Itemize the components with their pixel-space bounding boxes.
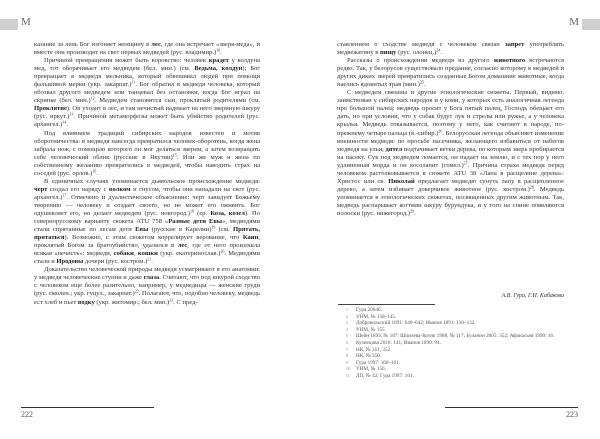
paragraph: Доказательство человеческой природы медведя усматривают в его анатомии: у медведя человеческие ступни и даже глаза. Считают, что под шкурой сходство с человеком еще более разительно, например, у медведицы — женские груди (рус. смолен.; укр. гуцул., закарпат.)$^{22}$. Полагают, что, подобно человеку, медведь ест хлеб и пьет водку (укр. житомир.; бел. мин.)$^{23}$. С пред- (34, 266, 260, 306)
footnote-ref: 15 (172, 152, 177, 158)
cross-reference-term: Проклятие (34, 105, 67, 113)
paragraph: Рассказы о происхождении медведя из другого животного встречаются редко. Так, у белорусов существовало предание, согласно которому в медведей и других диких зверей превратились созданные Богом домашние животные, когда наелись ядовитых трав $(мин.)^{25}$. (337, 57, 564, 89)
paragraph: Причиной превращения может быть воровство: человек крадет у колдуна мед, тот оборачивает его медведем (бел. мин.) (см. Ведьма, колдун); Бог превращает в медведя мельника, который обвешивал людей при помощи фальшивой мерки (укр. закарпат.)$^{11}$. Бог обратил в медведя человека, который обозвал другого медведем или танцевал без остановки, когда Бог играл на скрипке (бел. мин.)$^{12}$. Медведем становится сын, проклятый родителями (см. Проклятие). Он уходит в лес, и там нечистый надевает на него звериную шкуру (рус. иркут.)$^{13}$. Причиной метаморфозы может быть убийство родителей (рус. архангел.)$^{14}$. (34, 57, 261, 129)
footnote-number: 10 (346, 367, 350, 372)
cross-reference-term: Евы (135, 226, 149, 234)
cross-reference-term: глаза (143, 274, 160, 282)
cross-reference-term: дятел (385, 145, 403, 153)
footnote (346, 333, 566, 340)
footnote-text: ЛП, № 42; Гура 1997: 161. (356, 372, 414, 379)
footnote-text: Добровольский 1891: 640–642; Иванов 1891: 130–132. (356, 320, 476, 327)
footer-rule (445, 407, 578, 408)
footnote-number: 8 (346, 354, 348, 359)
footnote-number: 2 (346, 314, 348, 319)
section-letter: М (569, 16, 579, 28)
footnote-number: 11 (346, 373, 350, 378)
footnote-text: Кузнецова 2018: 141; Иванов 1890: 94. (356, 339, 441, 346)
footnote-text: УНМ, № 155. (356, 326, 386, 333)
footnote-ref: 26 (438, 128, 443, 134)
footnote-ref: 16 (92, 168, 97, 174)
cross-reference-term: волком (109, 185, 131, 193)
thumb-index-tab (582, 19, 600, 30)
cross-reference-term: лес (177, 242, 188, 250)
cross-reference-term: Николай (388, 177, 415, 185)
footnote-number: 5 (346, 334, 348, 339)
footnote (346, 307, 566, 314)
footnote-text: Гура 2004б. (356, 307, 382, 313)
paragraph: В единичных случаях упоминается дьявольское происхождение медведя: черт создал его наряду с волком и гнусом, чтобы они нападали на скот (рус. архангел.)$^{17}$. Отмечено и дуалистическое объяснение: черт завидует Божьему творению — человеку и создает своего, но не может его оживить. Бог одушевляет его, но делает медведем (рус. новгород.)$^{18}$ (ср. Коза, козел). По севернорусскому варианту сюжета АТU 758 «Разные дети Евы», медведями стали спрятанные по лесам дети Евы (русские в Карелии)$^{19}$ (см. Прятать, прятаться). Возможно, с этим сюжетом коррелирует верование, что Каин, проклятый Богом за братоубийство, удалился в лес, где от него произошла всякая «нечисть»: медведи, собаки, кошки (укр. екатеринослав.)$^{20}$. Медведями стали и Иродовы дочери (рус. костром.)$^{21}$. (34, 177, 261, 266)
footnote-number: 3 (346, 321, 348, 326)
footnote-number: 9 (346, 360, 348, 365)
cross-reference-term: Разные дети Евы (168, 218, 223, 226)
footnote (346, 360, 566, 367)
footnote-ref: 28 (529, 184, 534, 190)
cross-reference-term: крадет (208, 57, 229, 65)
author-signature: А.В. Гура, Г.И. Кабакова (501, 293, 564, 299)
paragraph: Под влиянием традиций сибирских народов известен и мотив оборотничества: в медведя навсегда превратился человек-оборотень, когда жена забрала нож, с помощью которого он мог делаться зверем, а затем возвращать себе человеческий облик (русские в Якутии)$^{15}$. Или же муж и жена по собственному желанию превратились в медведей, чтобы наводить страх на соседей (рус. орлов.)$^{16}$. (34, 129, 260, 177)
footnote-ref: 17 (62, 192, 67, 198)
footnote-ref: 18 (190, 208, 194, 214)
cross-reference-term: кошки (137, 250, 158, 258)
footer-rule (21, 407, 154, 408)
cross-reference-term: Каин (242, 234, 259, 242)
page-number: 222 (21, 410, 33, 419)
paragraph: ставлением о сходстве медведя с человеком связан запрет употреблять медвежатину в пищу (рус. олонец.)$^{24}$. (337, 41, 564, 57)
section-letter: М (21, 16, 31, 28)
footnote-ref: 22 (134, 288, 139, 294)
footnote-rule (338, 304, 435, 305)
cross-reference-term: лес (151, 41, 161, 48)
cross-reference-term: черт (34, 185, 48, 193)
cross-reference-term: запрет (505, 41, 525, 48)
footnote-text: УНМ, № 158–145. (356, 313, 397, 320)
footnote-text: Шейн 1893, № 187; Шпилева-Котик 1988, № 117; Буланин 2005: 352; Афанасьев 1990: 16. (356, 333, 555, 340)
footnote-ref: 24 (436, 47, 441, 53)
cross-reference-term: водку (77, 298, 95, 306)
footnote-number: 4 (346, 327, 348, 332)
footnote-number: 1 (346, 308, 348, 312)
body-text (34, 41, 260, 307)
cross-reference-term: Ведьма, колдун (194, 65, 243, 73)
footnote-ref: 19 (211, 224, 216, 230)
page-number: 223 (566, 410, 578, 419)
cross-reference-term: собаки (113, 250, 134, 258)
footnote-text: НК, № 351, 352. (356, 346, 392, 353)
footnote (346, 373, 566, 380)
footnote-number: 7 (346, 347, 348, 352)
footnote (346, 340, 566, 347)
footnote-ref: 27 (463, 160, 468, 166)
footnote-text: НК, № 350. (356, 353, 382, 360)
cross-reference-term: Прятать, прятаться (34, 226, 261, 242)
footnote (346, 320, 566, 327)
footnote-text: УНМ, № 156. (356, 366, 386, 373)
footnote (346, 347, 566, 354)
thumb-index-tab (0, 19, 18, 30)
footnote-ref: 14 (62, 119, 67, 125)
footnotes-list (346, 307, 566, 380)
footnote (346, 353, 566, 360)
body-text (337, 41, 564, 218)
right-page (300, 0, 600, 439)
cross-reference-term: пищу (380, 49, 397, 57)
cross-reference-term: Коза, козел (210, 209, 245, 217)
footnote-number: 6 (346, 340, 348, 345)
footnote-ref: 21 (147, 256, 152, 262)
footnote-text: Гура 1997: 160–161. (356, 359, 401, 366)
footnote-ref: 29 (410, 208, 415, 214)
footnote-ref: 12 (90, 95, 95, 101)
cross-reference-term: Иродовы (56, 258, 84, 266)
paragraph: казание за лень Бог изгоняет женщину в лес, где она встречает «зверя-меда», и вместе они производят на свет первых медведей (рус. владимир.)$^{10}$. (34, 41, 260, 57)
footnote (346, 366, 566, 373)
footnote-ref: 20 (220, 248, 225, 254)
cross-reference-term: животного (493, 57, 526, 65)
paragraph: С медведем связаны и другие этиологические сюжеты. Первый, видимо, заимствован у сибирских народов и у коми, у которых есть аналогичная легенда про большой палец: медведь просит у Бога пятый палец, Господь обещает его дать, но при условии, что у собак будут лук и стрелы или ружье, а у человека крылья. Медведь отказывается, поэтому у него, как считают в народе, по-прежнему четыре пальца (в.-сибир.)$^{26}$. Белорусская легенда объясняет изменение внешности медведя: по просьбе пасечника, желающего избавиться от набегов медведя на ульи, дятел подтачивает ветки дерева, по которым зверь пробирается на пасеку. Сук под медведем ломается, он падает на землю, и с тех пор у него удлиненная морда и он косолапит (гомел.)$^{27}$. Причина страха медведя перед человеком растолковывается в сюжете АТU 38 «Лапа в расщелине дерева»: Христос или св. Николай предлагает медведю сунуть лапу в расщепленное дерево, а затем избивает доверчивое животное (рус. костром.)$^{28}$. Медведь упоминается в этиологических сюжетах, посвященных другим животным. Так, медведь распарывает когтями шкуру бурундука, и у того на спине появляются полоски (рус. нижегород.)$^{29}$. (337, 89, 564, 217)
footnote-ref: 23 (169, 297, 174, 302)
footnote-ref: 13 (69, 111, 74, 117)
footnote-ref: 25 (420, 79, 424, 85)
footnote-ref: 10 (216, 47, 221, 53)
footnote-ref: 11 (131, 79, 136, 85)
